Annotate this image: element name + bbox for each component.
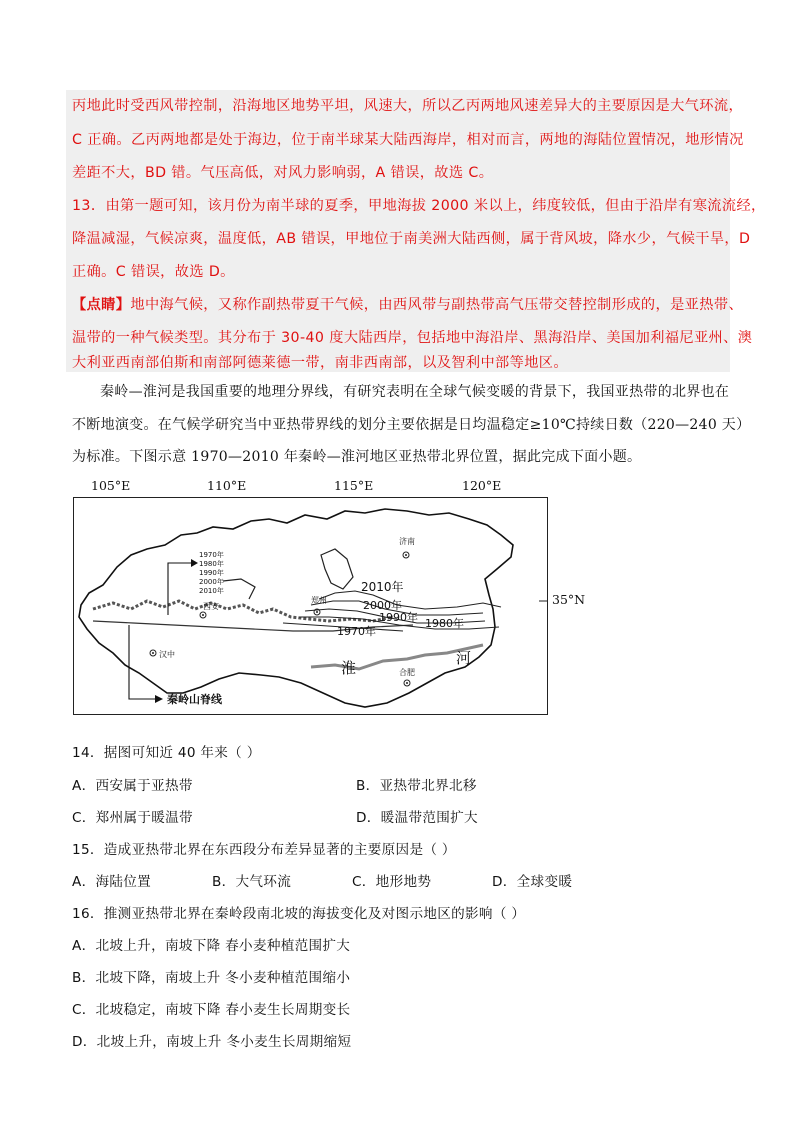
question-15-option-a[interactable]: A．海陆位置 (72, 874, 152, 890)
year-legend (199, 550, 224, 595)
tip-line-2: 温带的一种气候类型。其分布于 30-40 度大陆西岸，包括地中海沿岸、黑海沿岸、美国加利福尼亚州、澳 (72, 330, 753, 346)
tip-text-1: 地中海气候，又称作副热带夏干气候，由西风带与副热带高气压带交替控制形成的，是亚热带、 (130, 297, 744, 313)
question-16-option-d[interactable]: D．北坡上升，南坡上升 冬小麦生长周期缩短 (72, 1034, 352, 1050)
label-2000: 2000年 (363, 599, 402, 612)
label-1970: 1970年 (337, 625, 376, 638)
legend-year-1980: 1980年 (199, 560, 224, 568)
city-label-zhengzhou: 郑州 (311, 596, 327, 605)
question-14-option-a[interactable]: A．西安属于亚热带 (72, 778, 193, 794)
question-15-option-b[interactable]: B．大气环流 (212, 874, 292, 890)
question-16-option-a[interactable]: A．北坡上升，南坡下降 春小麦种植范围扩大 (72, 938, 351, 954)
question-15-stem: 15．造成亚热带北界在东西段分布差异显著的主要原因是（ ） (72, 842, 456, 858)
qinling-huaihe-map (73, 497, 548, 715)
tip-line-3: 大利亚西南部伯斯和南部阿德莱德一带，南非西南部，以及智利中部等地区。 (72, 355, 568, 371)
legend-year-1990: 1990年 (199, 569, 224, 577)
passage-line-3: 为标准。下图示意 1970—2010 年秦岭—淮河地区亚热带北界位置，据此完成下面小题。 (72, 449, 642, 465)
answer-line-2: C 正确。乙丙两地都是处于海边，位于南半球某大陆西海岸，相对而言，两地的海陆位置情况，地形情况 (72, 132, 744, 148)
passage-line-1: 秦岭—淮河是我国重要的地理分界线，有研究表明在全球气候变暖的背景下，我国亚热带的北界也在 (100, 384, 730, 400)
legend-year-1970: 1970年 (199, 551, 224, 559)
question-14-stem: 14．据图可知近 40 年来（ ） (72, 745, 261, 761)
river-label-he: 河 (456, 649, 472, 667)
city-label-xian: 西安 (203, 602, 219, 611)
question-15-option-d[interactable]: D．全球变暖 (492, 874, 573, 890)
question-14-option-b[interactable]: B．亚热带北界北移 (356, 778, 477, 794)
answer-line-4: 13．由第一题可知，该月份为南半球的夏季，甲地海拔 2000 米以上，纬度较低，但由于沿岸有寒流流经， (72, 198, 766, 214)
city-label-jinan: 济南 (399, 537, 415, 546)
longitude-110: 110°E (207, 478, 247, 493)
passage-line-2: 不断地演变。在气候学研究当中亚热带界线的划分主要依据是日均温稳定≥10℃持续日数（220—240 天） (72, 417, 751, 433)
longitude-115: 115°E (334, 478, 374, 493)
label-2010: 2010年 (361, 580, 404, 594)
tip-tag: 【点睛】 (72, 297, 131, 313)
city-label-hefei: 合肥 (399, 668, 415, 677)
question-16-option-b[interactable]: B．北坡下降，南坡上升 冬小麦种植范围缩小 (72, 970, 351, 986)
label-1980: 1980年 (425, 617, 464, 630)
answer-line-5: 降温减湿，气候凉爽，温度低，AB 错误，甲地位于南美洲大陆西侧，属于背风坡，降水少，气候干旱，D (72, 231, 751, 247)
answer-line-1: 丙地此时受西风带控制，沿海地区地势平坦，风速大，所以乙丙两地风速差异大的主要原因是大气环流， (72, 98, 744, 114)
city-label-hanzhong: 汉中 (159, 650, 175, 659)
longitude-105: 105°E (91, 478, 131, 493)
label-1990: 1990年 (379, 611, 418, 624)
answer-line-6: 正确。C 错误，故选 D。 (72, 264, 235, 280)
question-15-option-c[interactable]: C．地形地势 (352, 874, 432, 890)
ridge-label: 秦岭山脊线 (167, 693, 222, 706)
question-14-option-c[interactable]: C．郑州属于暖温带 (72, 810, 193, 826)
legend-year-2000: 2000年 (199, 578, 224, 586)
ridge-arrowhead (155, 695, 163, 703)
latitude-35: 35°N (552, 592, 586, 607)
river-label-huai: 淮 (341, 659, 357, 677)
answer-line-3: 差距不大，BD 错。气压高低，对风力影响弱，A 错误，故选 C。 (72, 165, 494, 181)
question-14-option-d[interactable]: D．暖温带范围扩大 (356, 810, 478, 826)
tip-line-1 (72, 294, 743, 314)
question-16-option-c[interactable]: C．北坡稳定，南坡下降 春小麦生长周期变长 (72, 1002, 351, 1018)
legend-year-2010: 2010年 (199, 587, 224, 595)
longitude-120: 120°E (462, 478, 502, 493)
question-16-stem: 16．推测亚热带北界在秦岭段南北坡的海拔变化及对图示地区的影响（ ） (72, 906, 526, 922)
